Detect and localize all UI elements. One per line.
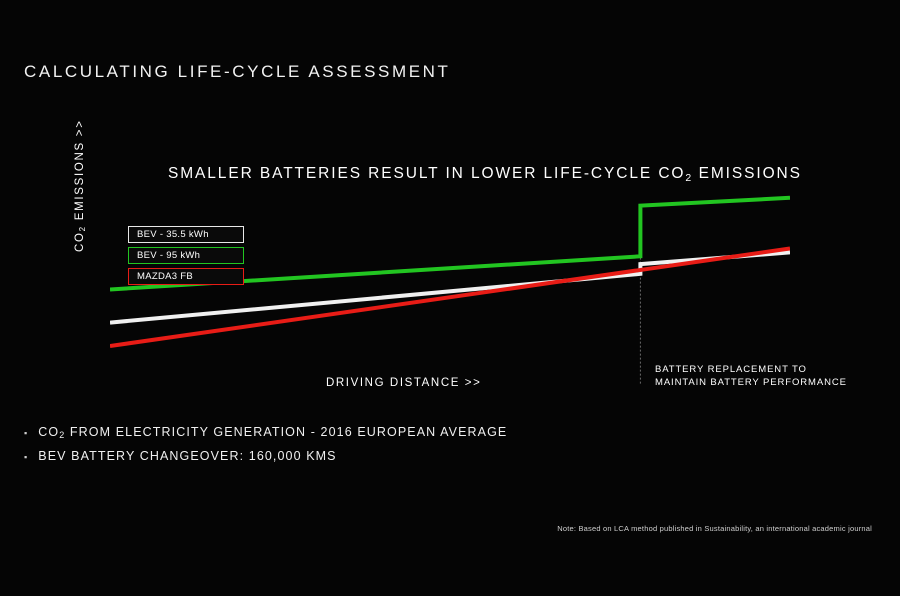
bullet-text-subscript: 2 xyxy=(59,430,66,440)
bullet-marker-icon: ▪ xyxy=(24,428,29,438)
legend-label: BEV - 95 kWh xyxy=(137,250,201,261)
battery-replacement-annotation xyxy=(655,363,847,389)
bullet-text xyxy=(38,449,336,463)
page-title: CALCULATING LIFE-CYCLE ASSESSMENT xyxy=(24,62,451,81)
bullet-text-post: FROM ELECTRICITY GENERATION - 2016 EUROPEAN AVERAGE xyxy=(65,425,508,439)
bullet-marker-icon: ▪ xyxy=(24,452,29,462)
chart-title-post: EMISSIONS xyxy=(692,165,802,182)
bullet-text xyxy=(38,425,507,439)
bullet-list xyxy=(24,425,507,473)
y-axis-label-subscript: 2 xyxy=(78,225,87,232)
chart-legend xyxy=(128,226,244,289)
legend-item-bev-95[interactable] xyxy=(128,247,244,264)
list-item xyxy=(24,449,507,463)
legend-item-mazda3-fb[interactable] xyxy=(128,268,244,285)
x-axis-label: DRIVING DISTANCE >> xyxy=(326,377,482,389)
legend-label: MAZDA3 FB xyxy=(137,271,194,282)
chart-title-pre: SMALLER BATTERIES RESULT IN LOWER LIFE-CYCLE CO xyxy=(168,165,686,182)
list-item xyxy=(24,425,507,439)
y-axis-label-pre: CO xyxy=(74,231,86,252)
bullet-text-pre: BEV BATTERY CHANGEOVER: 160,000 KMS xyxy=(38,449,337,463)
legend-item-bev-35[interactable] xyxy=(128,226,244,243)
bullet-text-pre: CO xyxy=(38,425,60,439)
annotation-line-2: MAINTAIN BATTERY PERFORMANCE xyxy=(655,377,847,388)
legend-label: BEV - 35.5 kWh xyxy=(137,229,209,240)
annotation-line-1: BATTERY REPLACEMENT TO xyxy=(655,364,807,375)
y-axis-label xyxy=(74,119,86,252)
source-note: Note: Based on LCA method published in Sustainability, an international academic journal xyxy=(557,524,872,533)
chart-title-subscript: 2 xyxy=(685,172,693,184)
chart-title xyxy=(168,165,802,183)
y-axis-label-post: EMISSIONS >> xyxy=(74,119,86,226)
